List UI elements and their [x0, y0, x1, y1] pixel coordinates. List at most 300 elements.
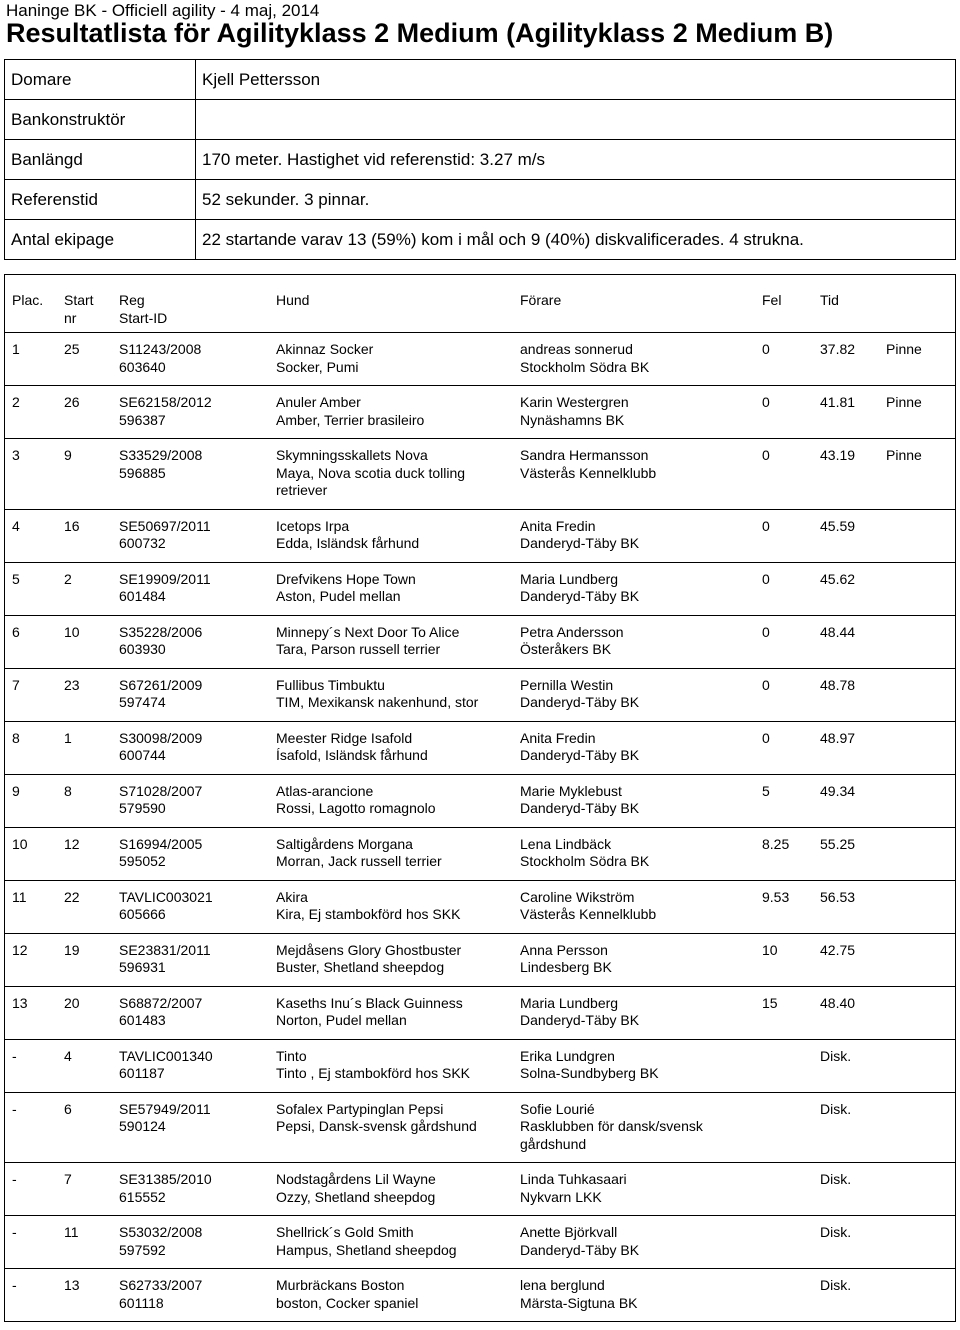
time [820, 668, 886, 721]
pinne [886, 986, 956, 1039]
dog-call-name-breed: Hampus, Shetland sheepdog [276, 1241, 457, 1258]
result-row [5, 1216, 956, 1269]
handler-club: Danderyd-Täby BK [520, 694, 640, 710]
handler-name: Anita Fredin [520, 729, 596, 746]
faults [762, 386, 820, 439]
start-number-value: 12 [64, 835, 80, 852]
faults-value: 15 [762, 994, 778, 1011]
handler-name: Erika Lundgren [520, 1047, 615, 1064]
dog-name: Minnepy´s Next Door To Alice [276, 623, 460, 640]
handler-club: Rasklubben för dansk/svensk gårdshund [520, 1118, 703, 1152]
handler-name: Pernilla Westin [520, 676, 614, 693]
faults-value: 10 [762, 941, 778, 958]
result-row [5, 1269, 956, 1322]
dog-call-name-breed: boston, Cocker spaniel [276, 1294, 419, 1311]
time [820, 386, 886, 439]
placement [5, 333, 65, 386]
time-value: 37.82 [820, 341, 856, 357]
header-hund: Hund [276, 275, 520, 333]
handler-club: Danderyd-Täby BK [520, 588, 640, 604]
start-number [64, 1269, 119, 1322]
time-value: Disk. [820, 1224, 852, 1240]
time-value: 55.25 [820, 835, 856, 852]
info-label: Banlängd [5, 140, 196, 180]
dog-name: Sofalex Partypinglan Pepsi [276, 1100, 444, 1117]
placement-value: 12 [12, 941, 28, 958]
dog [276, 774, 520, 827]
time-value: Disk. [820, 1277, 852, 1293]
start-number [64, 933, 119, 986]
start-number-value: 7 [64, 1171, 72, 1187]
competition-info-table [4, 59, 956, 260]
dog-name: Akira [276, 888, 308, 905]
info-label: Bankonstruktör [5, 100, 196, 140]
start-id: 590124 [119, 1118, 166, 1134]
faults [762, 1269, 820, 1322]
start-number [64, 509, 119, 562]
start-number [64, 986, 119, 1039]
dog-name: Tinto [276, 1047, 307, 1064]
handler [520, 774, 762, 827]
registration-number: TAVLIC001340 [119, 1047, 213, 1064]
start-number [64, 774, 119, 827]
faults-value: 0 [762, 623, 770, 640]
dog [276, 986, 520, 1039]
faults [762, 562, 820, 615]
dog-name: Shellrick´s Gold Smith [276, 1224, 414, 1240]
start-number-value: 2 [64, 570, 72, 587]
start-number [64, 1163, 119, 1216]
page-title: Resultatlista för Agilityklass 2 Medium (Agilityklass 2 Medium B) [6, 18, 834, 48]
start-number [64, 880, 119, 933]
header-reg-line2: Start-ID [119, 309, 168, 326]
placement [5, 1163, 65, 1216]
time-value: Disk. [820, 1047, 852, 1064]
result-row [5, 880, 956, 933]
registration-number: SE19909/2011 [119, 570, 211, 587]
dog [276, 668, 520, 721]
dog-call-name-breed: Tinto , Ej stambokförd hos SKK [276, 1065, 471, 1081]
placement [5, 880, 65, 933]
placement [5, 1269, 65, 1322]
placement [5, 827, 65, 880]
dog [276, 386, 520, 439]
start-id: 595052 [119, 853, 166, 869]
handler [520, 880, 762, 933]
handler [520, 1269, 762, 1322]
dog-name: Fullibus Timbuktu [276, 676, 385, 693]
start-number-value: 1 [64, 729, 72, 746]
result-row [5, 933, 956, 986]
start-number [64, 333, 119, 386]
placement [5, 721, 65, 774]
handler-name: Petra Andersson [520, 623, 624, 640]
handler [520, 1216, 762, 1269]
faults [762, 774, 820, 827]
handler-club: Danderyd-Täby BK [520, 1012, 640, 1028]
dog-name: Atlas-arancione [276, 782, 374, 799]
registration-number: S30098/2009 [119, 729, 203, 746]
handler [520, 615, 762, 668]
pinne [886, 668, 956, 721]
registration-number: S11243/2008 [119, 341, 202, 357]
time [820, 615, 886, 668]
header-pinne [886, 275, 956, 333]
registration [119, 1269, 276, 1322]
start-number-value: 4 [64, 1047, 72, 1064]
info-label: Antal ekipage [5, 220, 196, 260]
info-row [5, 220, 956, 260]
result-row [5, 774, 956, 827]
faults-value: 5 [762, 782, 770, 799]
time-value: 43.19 [820, 447, 856, 463]
result-row [5, 668, 956, 721]
start-id: 615552 [119, 1188, 166, 1205]
time-value: Disk. [820, 1171, 852, 1187]
start-number-value: 22 [64, 888, 80, 905]
handler-club: Österåkers BK [520, 641, 612, 657]
handler-name: Lena Lindbäck [520, 835, 612, 852]
registration [119, 562, 276, 615]
placement [5, 1092, 65, 1163]
start-number-value: 6 [64, 1100, 72, 1117]
handler [520, 1092, 762, 1163]
time [820, 774, 886, 827]
dog-call-name-breed: Maya, Nova scotia duck tolling retriever [276, 464, 466, 498]
registration-number: S62733/2007 [119, 1277, 203, 1293]
start-number [64, 668, 119, 721]
dog [276, 933, 520, 986]
registration-number: S67261/2009 [119, 676, 203, 693]
handler [520, 668, 762, 721]
start-number-value: 13 [64, 1277, 80, 1293]
results-table [4, 274, 956, 1322]
faults-value: 0 [762, 341, 770, 357]
registration-number: SE31385/2010 [119, 1171, 212, 1187]
faults [762, 933, 820, 986]
time [820, 333, 886, 386]
placement-value: 4 [12, 517, 20, 534]
dog [276, 1163, 520, 1216]
start-id: 596931 [119, 959, 166, 975]
dog-call-name-breed: Tara, Parson russell terrier [276, 641, 441, 657]
start-number [64, 1216, 119, 1269]
time [820, 1269, 886, 1322]
handler-name: Maria Lundberg [520, 570, 619, 587]
start-number [64, 386, 119, 439]
placement [5, 668, 65, 721]
header-forare: Förare [520, 275, 762, 333]
faults-value: 8.25 [762, 835, 790, 852]
info-row [5, 180, 956, 220]
start-id: 603640 [119, 358, 166, 375]
header-start [64, 275, 119, 333]
registration [119, 386, 276, 439]
time-value: 56.53 [820, 888, 856, 905]
registration-number: S71028/2007 [119, 782, 203, 799]
faults [762, 1216, 820, 1269]
handler [520, 1163, 762, 1216]
registration [119, 333, 276, 386]
result-row [5, 386, 956, 439]
placement-value: 7 [12, 676, 20, 693]
header-plac: Plac. [5, 275, 65, 333]
dog-call-name-breed: Ozzy, Shetland sheepdog [276, 1188, 436, 1205]
time-value: 42.75 [820, 941, 856, 958]
dog [276, 721, 520, 774]
time [820, 509, 886, 562]
faults [762, 1092, 820, 1163]
start-id: 596387 [119, 411, 166, 428]
registration [119, 1163, 276, 1216]
placement [5, 615, 65, 668]
start-number [64, 439, 119, 510]
faults [762, 1039, 820, 1092]
placement-value: - [12, 1171, 17, 1187]
dog [276, 509, 520, 562]
start-id: 603930 [119, 641, 166, 657]
start-id: 605666 [119, 906, 166, 922]
registration [119, 615, 276, 668]
time [820, 1216, 886, 1269]
start-id: 597592 [119, 1241, 166, 1258]
handler-club: Danderyd-Täby BK [520, 800, 640, 816]
registration-number: S35228/2006 [119, 623, 203, 640]
dog-call-name-breed: Rossi, Lagotto romagnolo [276, 800, 436, 816]
result-row [5, 1039, 956, 1092]
start-number-value: 26 [64, 394, 80, 410]
time [820, 933, 886, 986]
dog-name: Akinnaz Socker [276, 341, 374, 357]
dog-call-name-breed: Amber, Terrier brasileiro [276, 411, 425, 428]
handler-name: Sofie Lourié [520, 1100, 595, 1117]
handler-club: Danderyd-Täby BK [520, 1241, 640, 1258]
dog-call-name-breed: Edda, Isländsk fårhund [276, 535, 420, 551]
dog-name: Nodstagårdens Lil Wayne [276, 1171, 436, 1187]
handler-club: Märsta-Sigtuna BK [520, 1294, 638, 1311]
result-row [5, 721, 956, 774]
time [820, 562, 886, 615]
handler-name: lena berglund [520, 1277, 605, 1293]
registration-number: S68872/2007 [119, 994, 203, 1011]
registration-number: S53032/2008 [119, 1224, 203, 1240]
placement [5, 986, 65, 1039]
header-tid: Tid [820, 275, 886, 333]
header-start-line2: nr [64, 309, 77, 326]
pinne [886, 1092, 956, 1163]
start-number-value: 11 [64, 1224, 79, 1240]
start-number [64, 562, 119, 615]
time [820, 827, 886, 880]
faults-value: 0 [762, 447, 770, 463]
handler-club: Nykvarn LKK [520, 1188, 602, 1205]
handler [520, 721, 762, 774]
handler-club: Västerås Kennelklubb [520, 906, 657, 922]
pinne [886, 439, 956, 510]
time-value: 49.34 [820, 782, 856, 799]
handler-club: Västerås Kennelklubb [520, 464, 657, 481]
placement-value: - [12, 1047, 17, 1064]
registration [119, 1216, 276, 1269]
registration-number: S16994/2005 [119, 835, 203, 852]
dog-call-name-breed: Ísafold, Isländsk fårhund [276, 747, 428, 763]
handler [520, 509, 762, 562]
registration [119, 880, 276, 933]
handler [520, 439, 762, 510]
registration [119, 668, 276, 721]
placement-value: 5 [12, 570, 20, 587]
start-number-value: 16 [64, 517, 80, 534]
start-number [64, 615, 119, 668]
info-row [5, 60, 956, 100]
handler-club: Solna-Sundbyberg BK [520, 1065, 659, 1081]
info-value: 170 meter. Hastighet vid referenstid: 3.27 m/s [196, 140, 956, 180]
handler-club: Stockholm Södra BK [520, 358, 650, 375]
placement-value: - [12, 1224, 17, 1240]
pinne [886, 1216, 956, 1269]
dog-name: Saltigårdens Morgana [276, 835, 413, 852]
faults [762, 880, 820, 933]
registration-number: SE62158/2012 [119, 394, 212, 410]
info-value: Kjell Pettersson [196, 60, 956, 100]
registration [119, 509, 276, 562]
faults [762, 615, 820, 668]
header-start-line1: Start [64, 292, 94, 308]
time-value: 48.44 [820, 623, 856, 640]
dog-name: Skymningsskallets Nova [276, 447, 428, 463]
placement [5, 933, 65, 986]
pinne [886, 827, 956, 880]
pinne [886, 1269, 956, 1322]
pinne-value: Pinne [886, 394, 922, 410]
registration [119, 721, 276, 774]
result-row [5, 615, 956, 668]
dog-name: Icetops Irpa [276, 517, 350, 534]
pinne [886, 1163, 956, 1216]
result-row [5, 333, 956, 386]
time [820, 721, 886, 774]
start-number-value: 23 [64, 676, 80, 693]
faults-value: 9.53 [762, 888, 790, 905]
handler-name: Anna Persson [520, 941, 608, 958]
pinne [886, 333, 956, 386]
start-number-value: 10 [64, 623, 80, 640]
dog [276, 1216, 520, 1269]
pinne-value: Pinne [886, 341, 922, 357]
faults [762, 439, 820, 510]
time-value: 48.97 [820, 729, 856, 746]
info-row [5, 100, 956, 140]
pinne [886, 721, 956, 774]
placement-value: 9 [12, 782, 20, 799]
header-reg [119, 275, 276, 333]
registration-number: SE23831/2011 [119, 941, 211, 958]
handler-name: Linda Tuhkasaari [520, 1171, 627, 1187]
pinne [886, 774, 956, 827]
start-number [64, 1092, 119, 1163]
handler-name: Anita Fredin [520, 517, 596, 534]
time [820, 880, 886, 933]
handler [520, 933, 762, 986]
start-id: 579590 [119, 800, 166, 816]
placement-value: 2 [12, 394, 20, 410]
registration [119, 774, 276, 827]
header-fel: Fel [762, 275, 820, 333]
dog-name: Anuler Amber [276, 394, 361, 410]
pinne [886, 562, 956, 615]
faults-value: 0 [762, 394, 770, 410]
start-number-value: 9 [64, 447, 72, 463]
pinne [886, 615, 956, 668]
handler [520, 1039, 762, 1092]
handler-club: Danderyd-Täby BK [520, 535, 640, 551]
dog-call-name-breed: Aston, Pudel mellan [276, 588, 401, 604]
time [820, 1092, 886, 1163]
info-row [5, 140, 956, 180]
time-value: 45.59 [820, 517, 856, 534]
pinne [886, 509, 956, 562]
time-value: 48.40 [820, 994, 856, 1011]
start-number [64, 1039, 119, 1092]
start-id: 601187 [119, 1065, 165, 1081]
start-number-value: 25 [64, 341, 80, 357]
dog [276, 1269, 520, 1322]
placement [5, 386, 65, 439]
faults-value: 0 [762, 729, 770, 746]
placement [5, 774, 65, 827]
placement [5, 439, 65, 510]
registration [119, 933, 276, 986]
registration-number: SE50697/2011 [119, 517, 211, 534]
placement-value: 11 [12, 888, 27, 905]
info-value: 52 sekunder. 3 pinnar. [196, 180, 956, 220]
start-id: 600732 [119, 535, 166, 551]
faults-value: 0 [762, 676, 770, 693]
dog-name: Meester Ridge Isafold [276, 729, 413, 746]
dog-call-name-breed: Norton, Pudel mellan [276, 1012, 407, 1028]
registration [119, 827, 276, 880]
placement [5, 1039, 65, 1092]
handler-name: Maria Lundberg [520, 994, 619, 1011]
pinne [886, 933, 956, 986]
start-number [64, 721, 119, 774]
handler-name: Karin Westergren [520, 394, 629, 410]
start-number-value: 8 [64, 782, 72, 799]
placement [5, 562, 65, 615]
faults [762, 509, 820, 562]
placement-value: 1 [12, 341, 20, 357]
handler [520, 562, 762, 615]
placement [5, 1216, 65, 1269]
time-value: 45.62 [820, 570, 856, 587]
result-row [5, 439, 956, 510]
dog [276, 880, 520, 933]
placement-value: 6 [12, 623, 20, 640]
handler [520, 827, 762, 880]
results-header-row [5, 275, 956, 333]
start-number-value: 19 [64, 941, 80, 958]
dog [276, 439, 520, 510]
faults [762, 668, 820, 721]
handler-name: Anette Björkvall [520, 1224, 618, 1240]
registration-number: SE57949/2011 [119, 1100, 211, 1117]
handler [520, 386, 762, 439]
placement-value: 10 [12, 835, 28, 852]
club-line: Haninge BK - Officiell agility - 4 maj, 2014 [6, 1, 320, 20]
dog-name: Mejdåsens Glory Ghostbuster [276, 941, 462, 958]
dog [276, 333, 520, 386]
dog-call-name-breed: Socker, Pumi [276, 358, 359, 375]
